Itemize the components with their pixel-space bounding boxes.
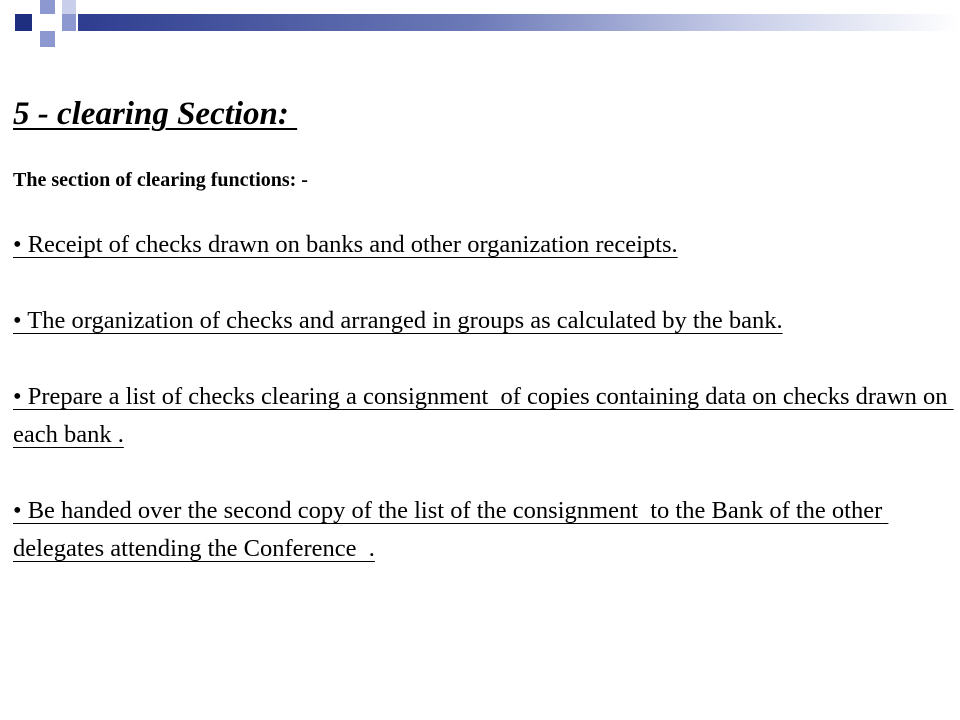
decor-square-pale (62, 0, 76, 14)
slide-title: 5 - clearing Section: (13, 96, 298, 132)
bullet-list (13, 226, 954, 606)
decor-square-navy (15, 14, 32, 31)
decor-square-light (40, 31, 55, 47)
decor-gradient-bar (78, 14, 960, 31)
bullet-item: • Receipt of checks drawn on banks and other organization receipts. (13, 231, 678, 258)
decor-square-light (40, 0, 55, 14)
corner-decoration (0, 0, 960, 60)
bullet-item: • Prepare a list of checks clearing a consignment of copies containing data on checks drawn on each bank . (13, 383, 954, 448)
bullet-item: • Be handed over the second copy of the list of the consignment to the Bank of the other delegates attending the Conference . (13, 497, 889, 562)
decor-square-light (62, 14, 76, 31)
slide-subtitle: The section of clearing functions: - (13, 169, 308, 191)
bullet-item: • The organization of checks and arranged in groups as calculated by the bank. (13, 307, 783, 334)
